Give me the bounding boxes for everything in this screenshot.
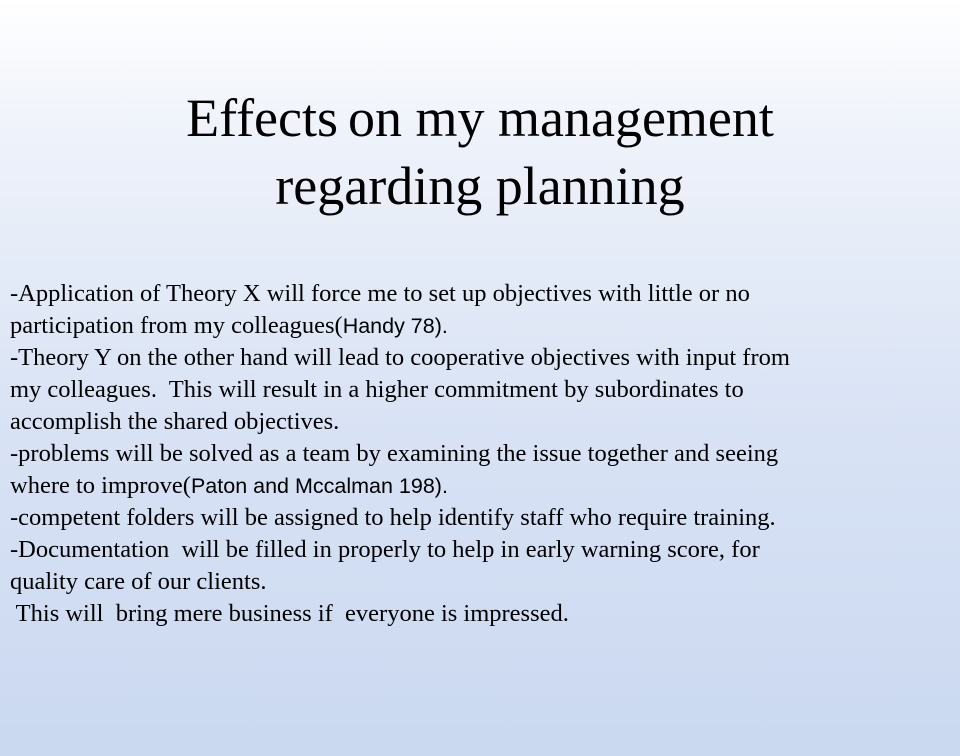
body-line: -problems will be solved as a team by examining the issue together and seeing [10, 440, 779, 467]
body-text: participation from my colleagues( [10, 312, 343, 339]
body-text: where to improve( [10, 472, 191, 499]
slide-body [10, 278, 955, 630]
body-line [10, 470, 955, 502]
body-line: -Application of Theory X will force me to set up objectives with little or no [10, 280, 750, 307]
body-line: -Documentation will be filled in properly to help in early warning score, for [10, 536, 760, 563]
title-word-effects: Effects [186, 88, 339, 148]
slide-title [0, 84, 960, 220]
title-rest-line-1: on my management [348, 88, 774, 148]
body-line: my colleagues. This will result in a higher commitment by subordinates to [10, 376, 744, 403]
title-line-2: regarding planning [275, 156, 685, 216]
body-line [10, 310, 955, 342]
body-line: accomplish the shared objectives. [10, 408, 340, 435]
body-line: -competent folders will be assigned to help identify staff who require training. [10, 504, 776, 531]
citation: Handy 78). [342, 314, 448, 338]
title-line-1 [186, 88, 774, 148]
body-line: -Theory Y on the other hand will lead to cooperative objectives with input from [10, 344, 790, 371]
body-line: quality care of our clients. [10, 568, 267, 595]
body-line: This will bring mere business if everyone is impressed. [10, 600, 569, 627]
citation: Paton and Mccalman 198). [190, 474, 448, 498]
